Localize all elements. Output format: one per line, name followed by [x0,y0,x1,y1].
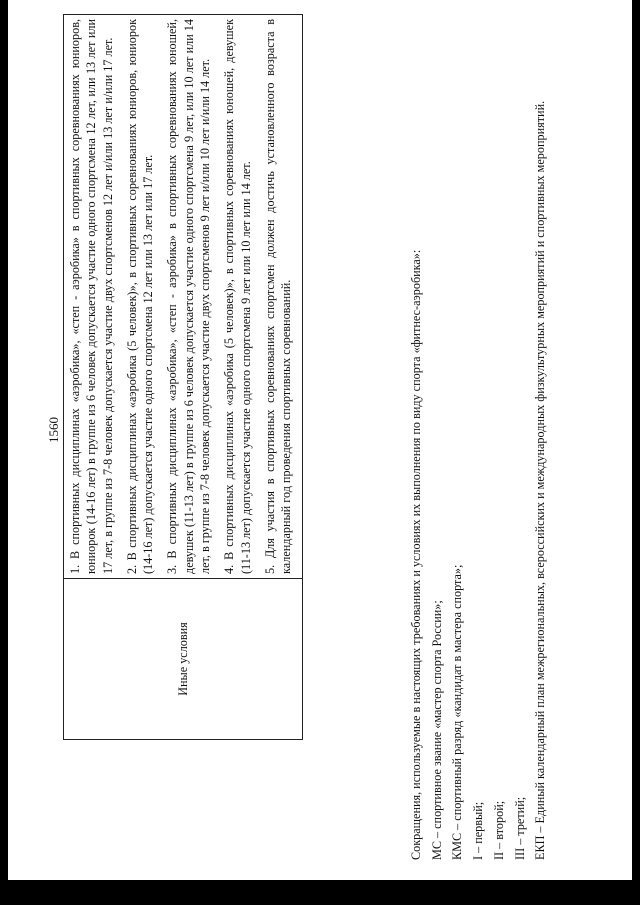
abbreviation-ms: МС – спортивное звание «мастер спорта России»; [429,600,444,860]
rotated-content [8,0,632,880]
condition-item-4: 4. В спортивных дисциплинах «аэробика (5 человек)», в спортивных соревнованиях юношей, девушек (11-13 лет) допускается участие одного спортсмена 9 лет или 10 лет или 14 лет. [222,19,253,574]
condition-item-3: 3. В спортивных дисциплинах «аэробика», «степ - аэробика» в спортивных соревнованиях юношей, девушек (11-13 лет) в группе из 6 человек допускается участие одного спортсмена 9 лет, или 10 лет или 14 лет, в группе из 7-8 человек допускается участие двух спортсменов 9 лет и/или 10 лет и/или 14 лет. [165,19,213,574]
document-page [8,0,632,880]
abbreviation-second: II – второй; [491,800,506,860]
table-row [64,15,303,740]
abbreviation-ekp: ЕКП – Единый календарный план межрегиональных, всероссийских и международных физкультурных мероприятий и спортивных мероприятий. [533,100,548,860]
condition-item-2: 2. В спортивных дисциплинах «аэробика (5 человек)», в спортивных соревнованиях юниоров, юниорок (14-16 лет) допускается участие одного спортсмена 12 лет или 13 лет или 17 лет. [124,19,156,574]
abbreviation-kms: КМС – спортивный разряд «кандидат в мастера спорта»; [450,564,465,860]
row-label: Иные условия [64,579,303,740]
abbreviation-third: III – третий; [512,796,527,860]
condition-item-1: 1. В спортивных дисциплинах «аэробика», «степ - аэробика» в спортивных соревнованиях юниоров, юниорок (14-16 лет) в группе из 6 человек допускается участие одного спортсмена 12 лет, или 13 лет или 17 лет, в группе из 7-8 человек допускается участие двух спортсменов 12 лет и/или 13 лет и/или 17 лет. [68,19,115,574]
page-number: 1560 [46,417,61,443]
condition-item-5: 5. Для участия в спортивных соревнованиях спортсмен должен достичь установленного возраста в календарный год проведения спортивных соревнований. [262,19,294,574]
abbreviations-intro: Сокращения, используемые в настоящих требованиях и условиях их выполнения по виду спорта «фитнес-аэробика»: [409,249,423,860]
abbreviations-section [406,20,551,860]
conditions-table [63,14,303,740]
abbreviation-first: I – первый; [471,801,486,860]
conditions-cell [64,15,303,579]
